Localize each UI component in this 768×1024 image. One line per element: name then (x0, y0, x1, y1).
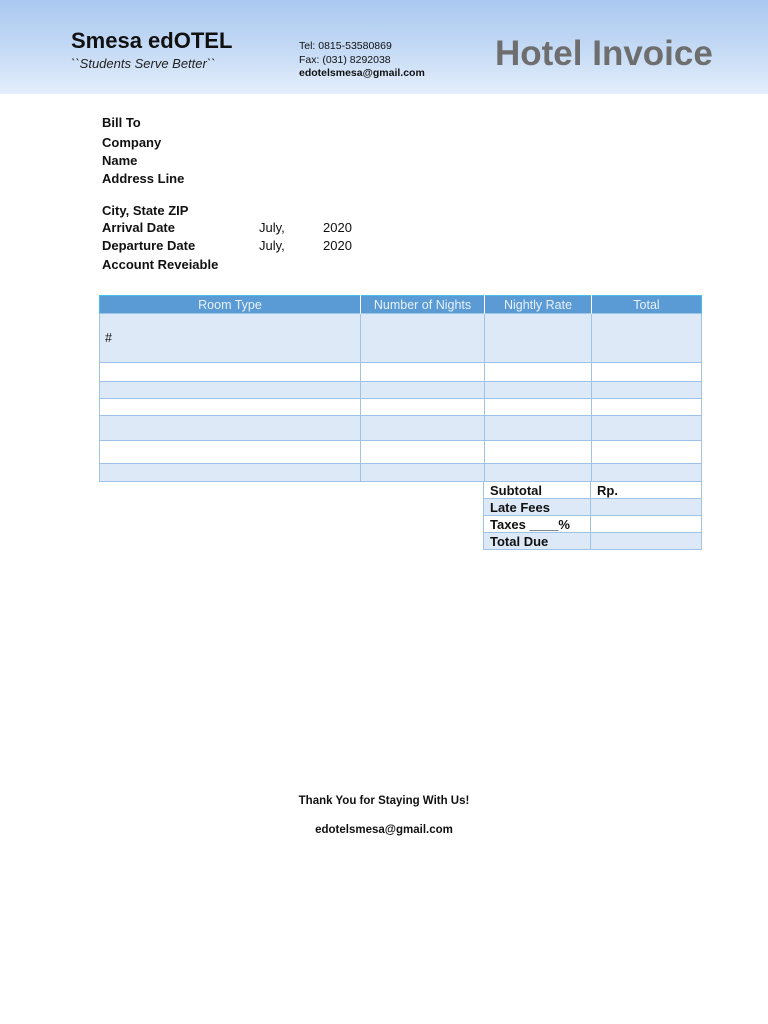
nights-cell[interactable] (361, 464, 485, 482)
thank-you-message: Thank You for Staying With Us! (298, 795, 470, 807)
late-fees-value[interactable] (591, 499, 702, 516)
bill-to-name: Name (102, 153, 138, 168)
departure-month: July, (259, 238, 285, 253)
nights-cell[interactable] (361, 314, 485, 363)
items-header-row (100, 296, 702, 314)
company-name: Smesa edOTEL (71, 28, 233, 53)
late-fees-label: Late Fees (484, 499, 591, 516)
bill-to-city: City, State ZIP (102, 203, 189, 218)
header-room-type: Room Type (100, 296, 361, 314)
total-cell[interactable] (592, 464, 702, 482)
contact-fax: Fax: (031) 8292038 (299, 53, 391, 66)
rate-cell[interactable] (485, 399, 592, 416)
items-table (99, 295, 702, 482)
rate-cell[interactable] (485, 382, 592, 399)
header-number-of-nights: Number of Nights (361, 296, 485, 314)
subtotal-value[interactable]: Rp. (591, 482, 702, 499)
rate-cell[interactable] (485, 363, 592, 382)
total-cell[interactable] (592, 382, 702, 399)
room-type-cell[interactable]: # (100, 314, 361, 363)
late-fees-row (484, 499, 702, 516)
departure-date-label: Departure Date (102, 238, 196, 253)
bill-to-heading: Bill To (102, 115, 141, 130)
nights-cell[interactable] (361, 382, 485, 399)
rate-cell[interactable] (485, 416, 592, 441)
table-row (100, 314, 702, 363)
taxes-value[interactable] (591, 516, 702, 533)
table-row (100, 416, 702, 441)
contact-tel: Tel: 0815-53580869 (299, 40, 392, 52)
departure-year: 2020 (323, 238, 352, 253)
table-row (100, 399, 702, 416)
contact-block (299, 40, 425, 81)
total-cell[interactable] (592, 399, 702, 416)
document-title: Hotel Invoice (495, 34, 713, 73)
header-nightly-rate: Nightly Rate (485, 296, 592, 314)
total-cell[interactable] (592, 416, 702, 441)
totals-table (483, 481, 702, 550)
total-cell[interactable] (592, 441, 702, 464)
table-row (100, 382, 702, 399)
nights-cell[interactable] (361, 441, 485, 464)
table-row (100, 464, 702, 482)
room-type-cell[interactable] (100, 363, 361, 382)
room-type-cell[interactable] (100, 416, 361, 441)
account-receivable-label: Account Reveiable (102, 257, 219, 272)
nights-cell[interactable] (361, 399, 485, 416)
taxes-label: Taxes ____% (484, 516, 591, 533)
subtotal-label: Subtotal (484, 482, 591, 499)
rate-cell[interactable] (485, 464, 592, 482)
subtotal-row (484, 482, 702, 499)
arrival-year: 2020 (323, 220, 352, 235)
room-type-cell[interactable] (100, 399, 361, 416)
company-tagline: ``Students Serve Better`` (71, 56, 216, 71)
total-due-row (484, 533, 702, 550)
room-type-cell[interactable] (100, 441, 361, 464)
footer-email: edotelsmesa@gmail.com (315, 824, 453, 836)
rate-cell[interactable] (485, 314, 592, 363)
bill-to-company: Company (102, 135, 162, 150)
total-due-value[interactable] (591, 533, 702, 550)
nights-cell[interactable] (361, 416, 485, 441)
table-row (100, 363, 702, 382)
header-total: Total (592, 296, 702, 314)
arrival-date-label: Arrival Date (102, 220, 175, 235)
rate-cell[interactable] (485, 441, 592, 464)
arrival-month: July, (259, 220, 285, 235)
total-due-label: Total Due (484, 533, 591, 550)
total-cell[interactable] (592, 314, 702, 363)
room-type-cell[interactable] (100, 464, 361, 482)
taxes-row (484, 516, 702, 533)
room-type-cell[interactable] (100, 382, 361, 399)
total-cell[interactable] (592, 363, 702, 382)
table-row (100, 441, 702, 464)
nights-cell[interactable] (361, 363, 485, 382)
contact-email: edotelsmesa@gmail.com (299, 67, 425, 79)
bill-to-address: Address Line (102, 171, 185, 186)
invoice-header (0, 0, 768, 94)
